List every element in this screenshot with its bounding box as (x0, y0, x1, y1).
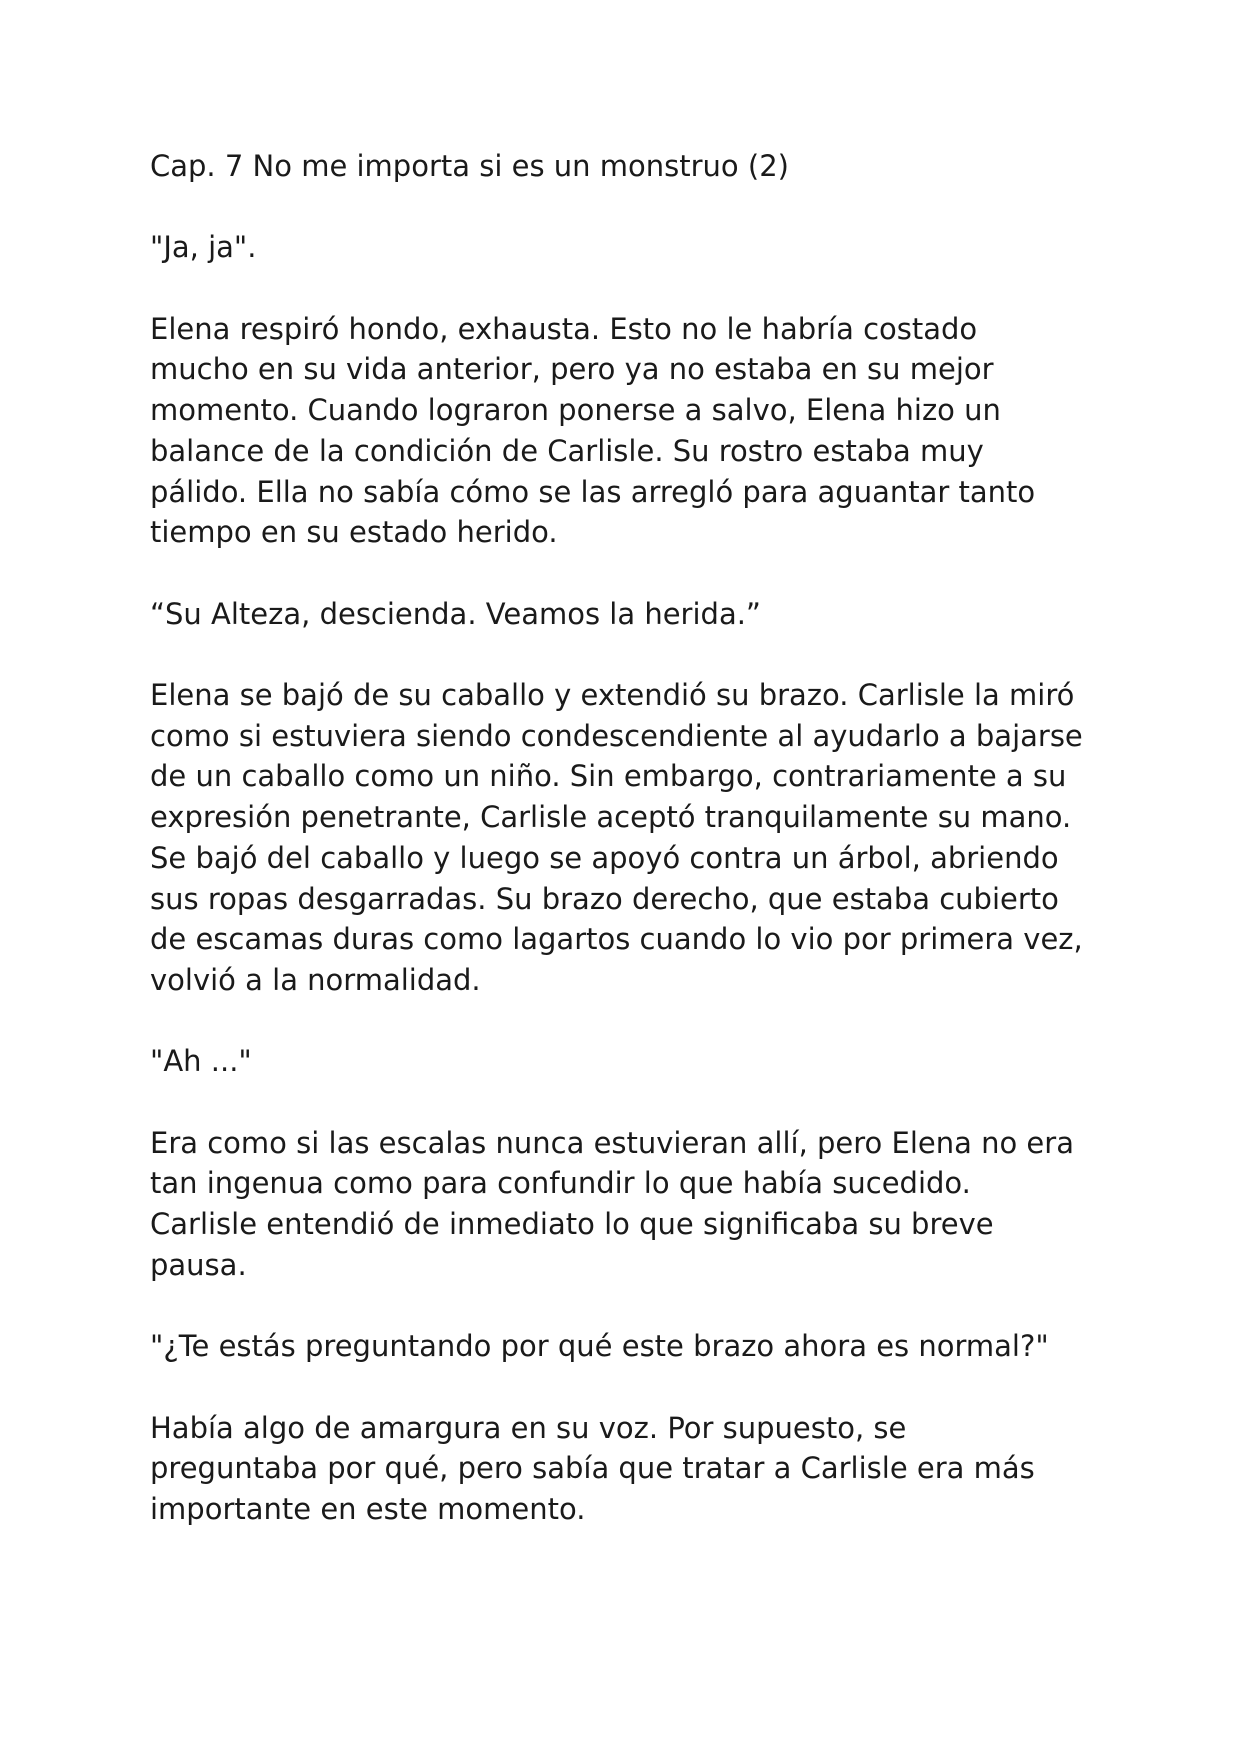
paragraph (150, 1041, 1110, 1082)
text-line: Se bajó del caballo y luego se apoyó contra un árbol, abriendo (150, 840, 1059, 875)
text-line: sus ropas desgarradas. Su brazo derecho, que estaba cubierto (150, 881, 1059, 916)
text-line: “Su Alteza, descienda. Veamos la herida.” (150, 596, 761, 631)
text-line: Elena se bajó de su caballo y extendió su brazo. Carlisle la miró (150, 678, 1075, 713)
text-line: "Ah ..." (150, 1044, 252, 1079)
text-line: tiempo en su estado herido. (150, 515, 558, 550)
text-line: pausa. (150, 1247, 247, 1282)
text-line: pálido. Ella no sabía cómo se las arregló para aguantar tanto (150, 474, 1036, 509)
text-line: importante en este momento. (150, 1492, 586, 1527)
text-line: Era como si las escalas nunca estuvieran allí, pero Elena no era (150, 1125, 1074, 1160)
text-line: Elena respiró hondo, exhausta. Esto no le habría costado (150, 311, 978, 346)
text-line: tan ingenua como para confundir lo que había sucedido. (150, 1166, 971, 1201)
paragraph (150, 1408, 1110, 1530)
text-line: preguntaba por qué, pero sabía que tratar a Carlisle era más (150, 1451, 1035, 1486)
text-line: balance de la condición de Carlisle. Su rostro estaba muy (150, 433, 984, 468)
text-line: "Ja, ja". (150, 230, 257, 265)
text-line: Cap. 7 No me importa si es un monstruo (2) (150, 149, 789, 183)
paragraph (150, 309, 1110, 553)
paragraph (150, 594, 1110, 635)
document-body (150, 146, 1110, 1530)
text-line: mucho en su vida anterior, pero ya no estaba en su mejor (150, 352, 994, 387)
paragraph (150, 227, 1110, 268)
text-line: volvió a la normalidad. (150, 963, 481, 997)
text-line: Había algo de amargura en su voz. Por supuesto, se (150, 1410, 907, 1445)
paragraph (150, 675, 1110, 1001)
text-line: momento. Cuando lograron ponerse a salvo, Elena hizo un (150, 393, 1001, 428)
text-line: Carlisle entendió de inmediato lo que significaba su breve (150, 1207, 994, 1242)
text-line: expresión penetrante, Carlisle aceptó tranquilamente su mano. (150, 800, 1072, 835)
paragraph (150, 1123, 1110, 1286)
chapter-title (150, 146, 1110, 187)
text-line: "¿Te estás preguntando por qué este brazo ahora es normal?" (150, 1329, 1049, 1364)
text-line: como si estuviera siendo condescendiente al ayudarlo a bajarse (150, 718, 1083, 753)
text-line: de escamas duras como lagartos cuando lo vio por primera vez, (150, 922, 1083, 957)
paragraph (150, 1326, 1110, 1367)
text-line: de un caballo como un niño. Sin embargo, contrariamente a su (150, 759, 1067, 794)
